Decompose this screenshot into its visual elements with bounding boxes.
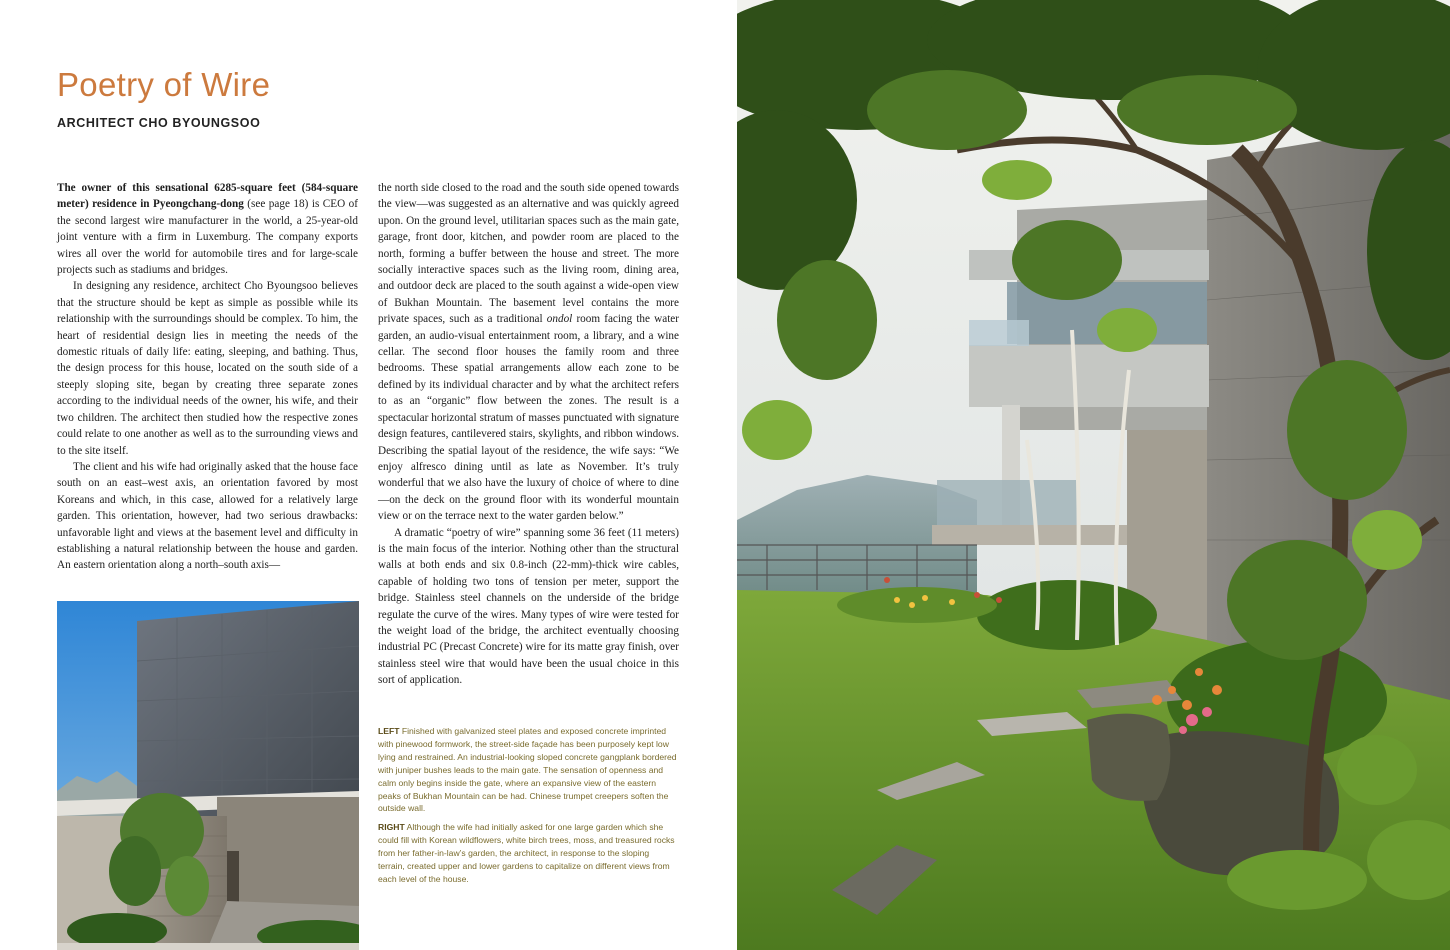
- paragraph: [378, 180, 679, 525]
- photo-captions: [378, 725, 678, 892]
- article-title: Poetry of Wire: [57, 66, 271, 103]
- facade-illustration: [57, 601, 359, 950]
- facade-photo: [57, 601, 359, 950]
- paragraph-text: the north side closed to the road and the south side opened towards the view—was suggested as an alternative and was quickly agreed upon. On the ground level, utilitarian spaces such as the main gate, garage, front door, kitchen, and powder room are placed to the north, forming a buffer between the house and street. The more socially interactive spaces such as the living room, dining area, and outdoor deck are placed to the south against a wide-open view of Bukhan Mountain. The basement level contains the more private spaces, such as a traditional: [378, 182, 679, 326]
- caption-text: Although the wife had initially asked for one large garden which she could fill with Korean wildflowers, white birch trees, moss, and treasured rocks from her father-in-law’s garden, the architect, in response to the sloping terrain, created upper and lower gardens to capitalize on different views from each level of the house.: [378, 822, 675, 884]
- caption-label: RIGHT: [378, 822, 405, 833]
- lead-bold-text: The owner of this sensational 6285-square feet (584-square meter) residence in Pyeongchang-dong: [57, 182, 358, 211]
- garden-photo: [737, 0, 1450, 950]
- caption-text: Finished with galvanized steel plates and exposed concrete imprinted with pinewood formwork, the street-side façade has been purposely kept low lying and restrained. An industrial-looking sloped concrete gangplank bordered with juniper bushes leads to the main gate. The sensation of openness and calm only begins inside the gate, where an expansive view of the eastern peaks of Bukhan Mountain can be had. Chinese trumpet creepers soften the outside wall.: [378, 726, 677, 814]
- paragraph-text: (see page 18) is CEO of the second largest wire manufacturer in the world, a 25-year-old joint venture with a firm in Luxemburg. The company exports wires all over the world for automobile tires and for large-scale projects such as stadiums and bridges.: [57, 198, 358, 277]
- caption-right: [378, 821, 678, 886]
- paragraph-text: room facing the water garden, an audio-visual entertainment room, a library, and a wine cellar. The second floor houses the family room and three bedrooms. These spatial arrangements allow each zone to be defined by its individual character and by what the architect refers to as an “organic” flow between the zones. The result is a spectacular horizontal stratum of masses punctuated with signature design features, cantilevered stairs, skylights, and ribbon windows. Describing the spatial layout of the residence, the wife says: “We enjoy alfresco dining until as late as November. It’s truly wonderful that we also have the luxury of choice of where to dine—on the deck on the ground floor with its wonderful mountain view or on the terrace next to the water garden below.”: [378, 313, 679, 523]
- paragraph: [57, 180, 358, 278]
- caption-left: [378, 725, 678, 815]
- text-column-2: [378, 180, 679, 689]
- paragraph: In designing any residence, architect Cho Byoungsoo believes that the structure should be kept as simple as possible while its relationship with the surroundings should be complex. To him, the heart of residential design lies in meeting the needs of the domestic rituals of daily life: eating, sleeping, and bathing. Thus, the design process for this house, located on the south side of a steeply sloping site, began by creating three separate zones according to the individual needs of the owner, his wife, and their two children. The architect then studied how the respective zones could relate to one another as well as to the surrounding views and to the site itself.: [57, 280, 358, 457]
- text-column-1: [57, 180, 358, 574]
- paragraph: A dramatic “poetry of wire” spanning some 36 feet (11 meters) is the main focus of the interior. Nothing other than the structural walls at both ends and six 0.8-inch (22-mm)-thick wire cables, capable of holding two tons of tension per meter, support the bridge. Stainless steel channels on the underside of the bridge regulate the curve of the wires. Many types of wire were tested for the weight load of the bridge, the architect eventually choosing industrial PC (Precast Concrete) wire for its matte gray finish, over stainless steel wire that would have been the usual choice in this sort of application.: [378, 526, 679, 687]
- italic-term: ondol: [546, 313, 573, 326]
- paragraph: The client and his wife had originally asked that the house face south on an east–west axis, an orientation favored by most Koreans and which, in this case, allowed for a relatively large garden. This orientation, however, had two serious drawbacks: unfavorable light and views at the basement level and difficulty in establishing a natural relationship between the house and garden. An eastern orientation along a north–south axis—: [57, 460, 358, 572]
- article-subtitle: ARCHITECT CHO BYOUNGSOO: [57, 116, 261, 130]
- caption-label: LEFT: [378, 726, 400, 736]
- garden-illustration: [737, 0, 1450, 950]
